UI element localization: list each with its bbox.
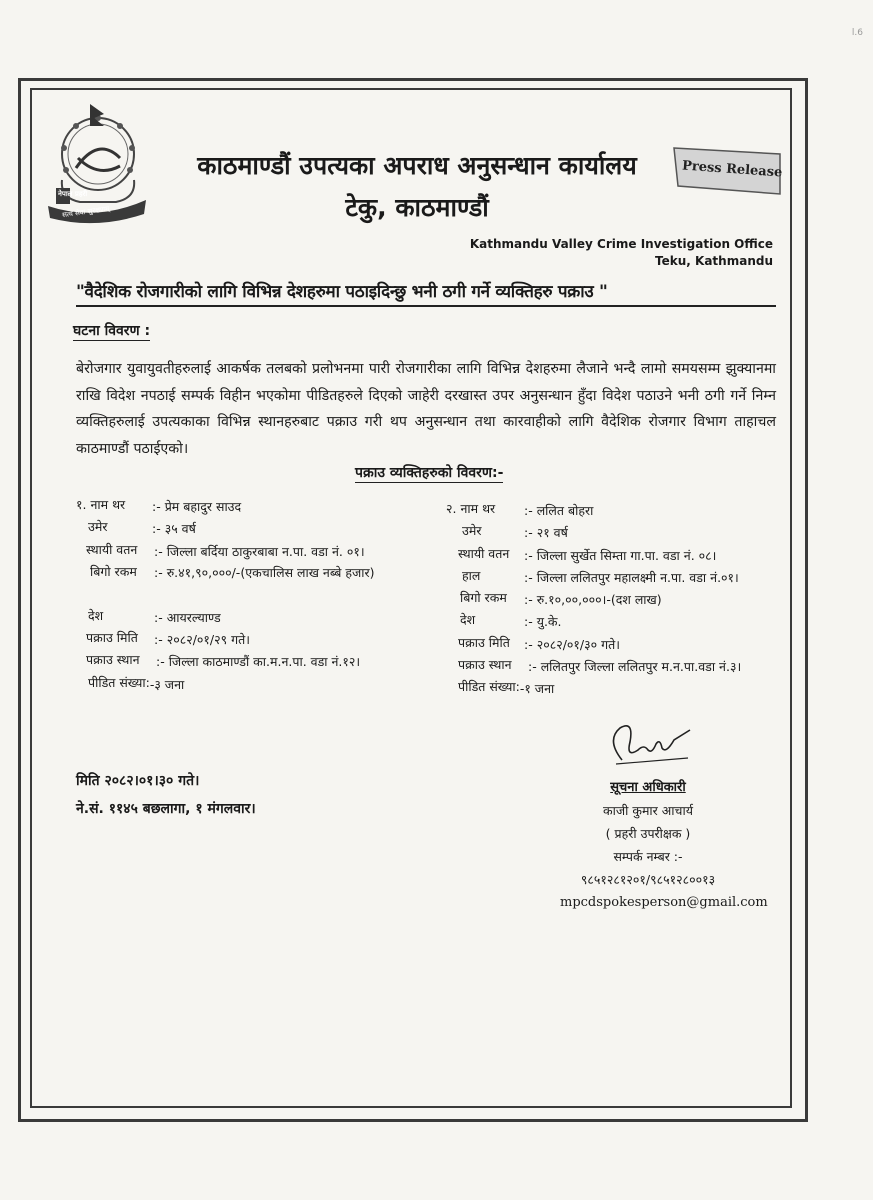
field-label: पीडित संख्या:: [88, 674, 150, 690]
office-name-english: Kathmandu Valley Crime Investigation Office: [469, 237, 773, 251]
field-value: :- रु.१०,००,०००।-(दश लाख): [524, 592, 662, 608]
person-2-name-row: [446, 500, 786, 522]
field-label: स्थायी वतन: [458, 545, 510, 561]
field-value: :- जिल्ला बर्दिया ठाकुरबाबा न.पा. वडा नं. ०१।: [154, 543, 365, 559]
office-title-english: [470, 236, 773, 270]
field-label: १. नाम थर: [76, 497, 126, 512]
field-label: २. नाम थर: [446, 501, 496, 516]
field-label: पक्राउ मिति: [86, 630, 138, 646]
person-2-current-row: [446, 567, 786, 589]
person-2-age-row: [446, 522, 786, 544]
office-location-english: Teku, Kathmandu: [655, 254, 773, 268]
field-value: -१ जना: [519, 681, 555, 697]
date-block: [76, 767, 256, 823]
field-label: पीडित संख्या:: [458, 679, 520, 695]
person-2-place-row: [446, 656, 786, 678]
field-label: उमेर: [88, 519, 108, 535]
field-value: :- ललित बोहरा: [524, 503, 594, 518]
field-value: :- आयरल्याण्ड: [154, 609, 221, 625]
officer-title: सूचना अधिकारी: [610, 780, 686, 795]
field-label: देश: [88, 607, 104, 623]
arrested-persons-heading: पक्राउ व्यक्तिहरुको विवरण:-: [355, 465, 504, 481]
field-value: :- रु.४१,९०,०००/-(एकचालिस लाख नब्बे हजार): [154, 564, 375, 580]
person-1-amount-row: [76, 563, 396, 607]
field-value: :- प्रेम बहादुर साउद: [152, 499, 242, 514]
field-label: पक्राउ स्थान: [86, 652, 140, 668]
corner-mark: l.6: [851, 28, 863, 38]
person-1-date-row: [76, 629, 396, 651]
release-date: मिति २०८२।०१।३० गते।: [76, 773, 200, 789]
field-label: पक्राउ मिति: [458, 634, 510, 650]
person-1-country-row: [76, 607, 396, 629]
field-value: -३ जना: [149, 676, 185, 692]
emblem-text-top: नेपाल प्रहरी: [58, 190, 88, 198]
field-label: बिगो रकम: [90, 563, 137, 579]
field-value: :- २०८२/०१/३० गते।: [524, 636, 620, 652]
field-value: :- जिल्ला काठमाण्डौं का.म.न.पा. वडा नं.१२।: [156, 654, 361, 670]
field-value: :- जिल्ला सुर्खेत सिम्ता गा.पा. वडा नं. ०८।: [524, 547, 717, 563]
contact-email: mpcdspokesperson@gmail.com: [560, 895, 768, 910]
field-value: :- ललितपुर जिल्ला ललितपुर म.न.पा.वडा नं.३।: [528, 659, 742, 675]
field-value: :- यु.के.: [524, 614, 562, 630]
person-1-age-row: [76, 518, 396, 540]
field-label: स्थायी वतन: [86, 541, 138, 557]
press-release-tag: [672, 146, 784, 186]
nepal-police-emblem: [40, 96, 152, 230]
person-1-name-row: [76, 496, 396, 518]
person-1-place-row: [76, 651, 396, 673]
contact-phones: ९८५१२८१२०१/९८५१२८००१३: [580, 872, 716, 887]
contact-label: सम्पर्क नम्बर :-: [613, 849, 683, 864]
officer-name: काजी कुमार आचार्य: [603, 803, 693, 818]
emblem-text-bottom: सत्य सेवा सुरक्षणम्: [61, 204, 110, 220]
person-2-country-row: [446, 611, 786, 633]
incident-details-label: घटना विवरण :: [73, 323, 151, 339]
field-value: :- जिल्ला ललितपुर महालक्ष्मी न.पा. वडा नं.०१।: [524, 569, 739, 585]
person-2-address-row: [446, 545, 786, 567]
person-2-amount-row: [446, 589, 786, 611]
field-label: देश: [460, 612, 476, 628]
press-release-label: Press Release: [681, 158, 783, 181]
person-1-address-row: [76, 541, 396, 563]
field-value: :- २०८२/०१/२९ गते।: [154, 632, 250, 648]
field-value: :- ३५ वर्ष: [152, 521, 196, 537]
incident-description: बेरोजगार युवायुवतीहरुलाई आकर्षक तलबको प्रलोभनमा पारी रोजगारीका लागि विभिन्न देशहरुमा लैजाने भन्दै लामो समयसम्म झुक्यानमा राखि विदेश नपठाई सम्पर्क विहीन भएकोमा पीडितहरुले दिएको जाहेरी दरखास्त उपर अनुसन्धान हुँदा विदेश पठाउने भनी ठगी गर्ने निम्न व्यक्तिहरुलाई उपत्यकाका विभिन्न स्थानहरुबाट पक्राउ गरी थप अनुसन्धान तथा कारवाहीको लागि वैदेशिक रोजगार विभाग ताहाचल काठमाण्डौं पठाईएको।: [76, 361, 776, 457]
person-1-victims-row: [76, 674, 396, 696]
person-2-victims-row: [446, 678, 786, 700]
officer-signature: [604, 720, 694, 772]
office-location-nepali: टेकु, काठमाण्डौं: [345, 193, 489, 222]
arrested-person-2: [446, 500, 786, 701]
nepal-sambat-date: ने.सं. ११४५ बछलागा, १ मंगलवार।: [76, 801, 256, 817]
officer-rank: ( प्रहरी उपरीक्षक ): [605, 826, 691, 841]
field-label: पक्राउ स्थान: [458, 657, 512, 673]
office-title-nepali: काठमाण्डौं उपत्यका अपराध अनुसन्धान कार्यालय: [197, 151, 637, 180]
press-headline: "वैदेशिक रोजगारीको लागि विभिन्न देशहरुमा पठाइदिन्छु भनी ठगी गर्ने व्यक्तिहरु पक्राउ ": [76, 279, 776, 307]
field-label: उमेर: [462, 523, 482, 539]
field-label: हाल: [462, 567, 481, 583]
field-label: बिगो रकम: [460, 590, 507, 606]
field-value: :- २१ वर्ष: [524, 525, 568, 541]
arrested-person-1: [76, 496, 396, 696]
person-2-date-row: [446, 634, 786, 656]
information-officer: [560, 776, 768, 914]
